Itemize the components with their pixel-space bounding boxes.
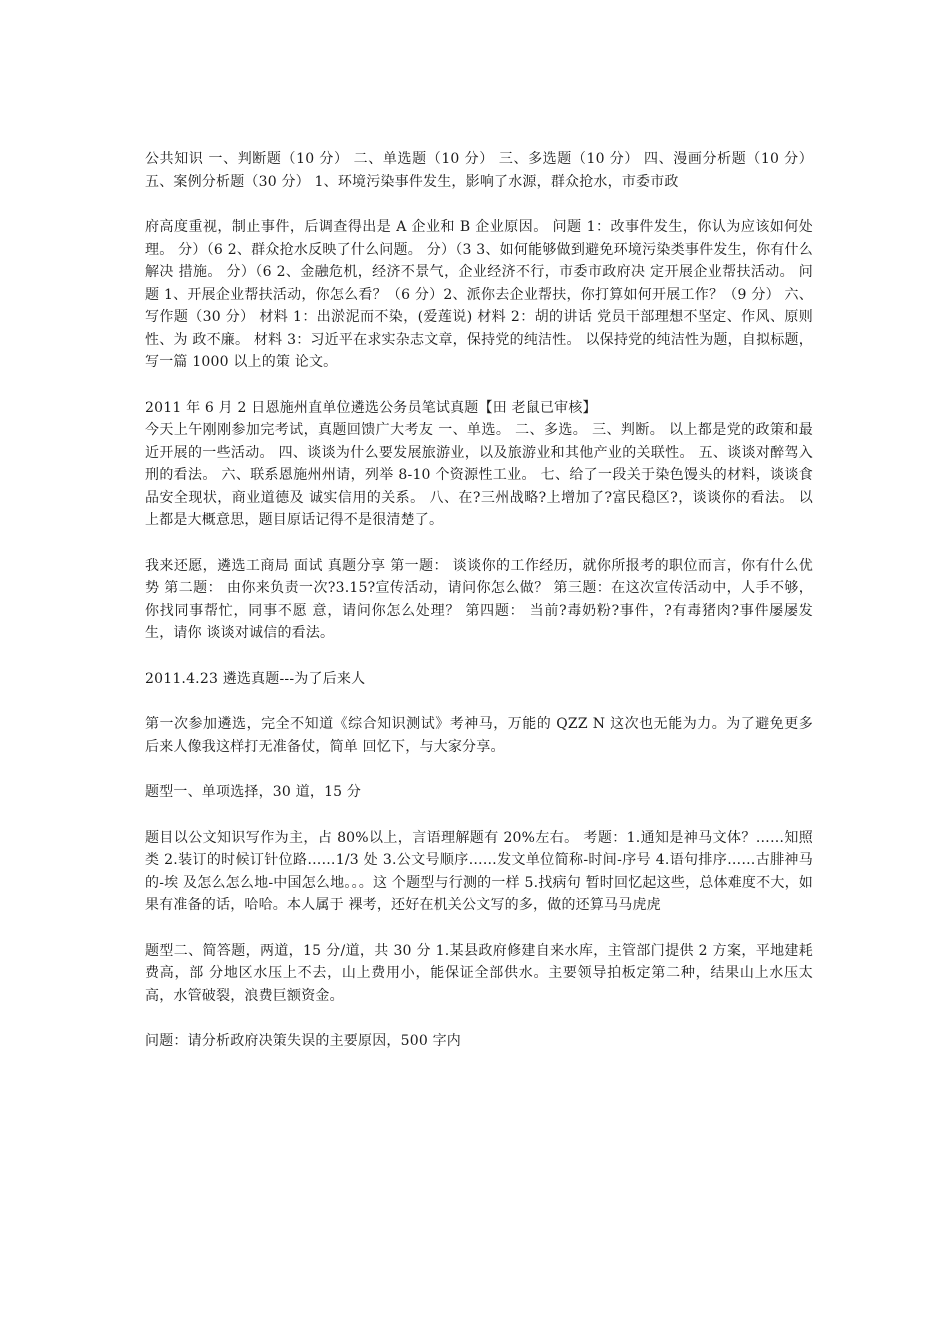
paragraph-case-questions: 府高度重视，制止事件，后调查得出是 A 企业和 B 企业原因。 问题 1：改事件发生，你认为应该如何处理。 分）（6 2、群众抢水反映了什么问题。 分）（3 3、如何能够做到避免环境污染类事件发生，你有什么解决 措施。 分）（6 2、金融危机，经济不景气，企业经济不行，市委市政府决 定开展企业帮扶活动。 问题 1、开展企业帮扶活动，你怎么看？（6 分）2、派你去企业帮扶，你打算如何开展工作？（9 分） 六、写作题（30 分） 材料 1：出淤泥而不染，(爱莲说) 材料 2：胡的讲话 党员干部理想不坚定、作风、原则性、为 政不廉。 材料 3：习近平在求实杂志文章，保持党的纯洁性。 以保持党的纯洁性为题，自拟标题，写一篇 1000 以上的策 论文。 — [145, 219, 813, 370]
paragraph-section-heading: 2011.4.23 遴选真题---为了后来人 — [145, 670, 366, 687]
paragraph-question: 问题：请分析政府决策失误的主要原因，500 字内 — [145, 1033, 461, 1049]
paragraph-type-one-heading: 题型一、单项选择，30 道，15 分 — [145, 784, 362, 800]
paragraph-intro: 第一次参加遴选，完全不知道《综合知识测试》考神马，万能的 QZZ N 这次也无能为力。为了避免更多后来人像我这样打无准备仗，简单 回忆下，与大家分享。 — [145, 716, 813, 755]
paragraph-exam-structure: 公共知识 一、判断题（10 分） 二、单选题（10 分） 三、多选题（10 分） 四、漫画分析题（10 分） 五、案例分析题（30 分） 1、环境污染事件发生，影响了水源，群众抢水，市委市政 — [145, 151, 813, 190]
paragraph-interview-share: 我来还愿，遴选工商局 面试 真题分享 第一题： 谈谈你的工作经历，就你所报考的职位而言，你有什么优 势 第二题： 由你来负责一次?3.15?宣传活动，请问你怎么做？ 第三题：在这次宣传活动中，人手不够，你找同事帮忙，同事不愿 意，请问你怎么处理？ 第四题： 当前?毒奶粉?事件，?有毒猪肉?事件屡屡发生，请你 谈谈对诚信的看法。 — [145, 557, 813, 641]
paragraph-type-one-details: 题目以公文知识写作为主，占 80%以上，言语理解题有 20%左右。 考题：1.通知是神马文体？……知照类 2.装订的时候订针位路……1/3 处 3.公文号顺序……发文单位简称-时间-序号 4.语句排序……古腓神马的-埃 及怎么怎么地-中国怎么地。。。这 个题型与行测的一样 5.找病句 暂时回忆起这些，总体难度不大，如果有准备的话，哈哈。本人属于 裸考，还好在机关公文写的多，做的还算马马虎虎 — [145, 829, 813, 913]
paragraph-enshi-questions: 今天上午刚刚参加完考试，真题回馈广大考友 一、单选。 二、多选。 三、判断。 以上都是党的政策和最近开展的一些活动。 四、谈谈为什么要发展旅游业，以及旅游业和其他产业的关联性。 五、谈谈对醉驾入刑的看法。 六、联系恩施州州请，列举 8-10 个资源性工业。 七、给了一段关于染色馒头的材料，谈谈食品安全现状，商业道德及 诚实信用的关系。 八、在?三州战略?上增加了?富民稳区?，谈谈你的看法。 以上都是大概意思，题目原话记得不是很清楚了。 — [145, 422, 813, 528]
document-body — [145, 148, 813, 1076]
paragraph-enshi-title: 2011 年 6 月 2 日恩施州直单位遴选公务员笔试真题【田 老鼠已审核】 — [145, 399, 597, 416]
paragraph-type-two-details: 题型二、简答题，两道，15 分/道，共 30 分 1.某县政府修建自来水库，主管部门提供 2 方案，平地建耗费高，部 分地区水压上不去，山上费用小，能保证全部供水。主要领导拍板定第二种，结果山上水压太高，水管破裂，浪费巨额资金。 — [145, 942, 813, 1004]
